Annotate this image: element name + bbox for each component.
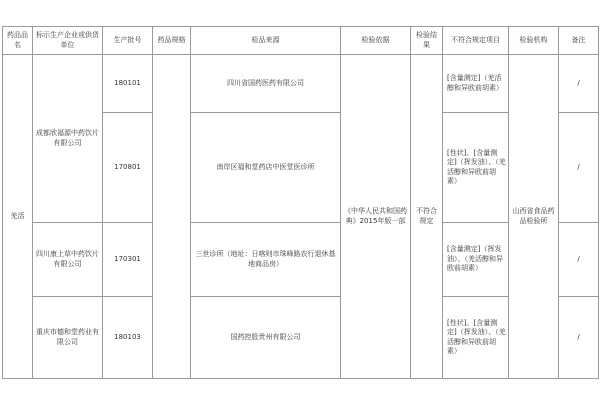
noncompliant-cell: [性状]、[含量测定]（挥发油）、（羌活醇和异欧前胡素） bbox=[443, 297, 509, 379]
col-header-institution: 检验机构 bbox=[509, 27, 559, 55]
remark-cell: / bbox=[559, 55, 599, 113]
col-header-remark: 备注 bbox=[559, 27, 599, 55]
noncompliant-cell: [性状]、[含量测定]（挥发油）、（羌活醇和异欧前胡素） bbox=[443, 113, 509, 223]
col-header-source: 检品来源 bbox=[191, 27, 341, 55]
supplier-cell: 四川康上草中药饮片有限公司 bbox=[33, 223, 103, 297]
col-header-noncompliant: 不符合规定项目 bbox=[443, 27, 509, 55]
source-cell: 四川省国药医药有限公司 bbox=[191, 55, 341, 113]
supplier-cell: 成都欣福源中药饮片有限公司 bbox=[33, 55, 103, 223]
batch-cell: 170801 bbox=[103, 113, 153, 223]
spec-cell bbox=[153, 55, 191, 379]
product-name-cell: 羌活 bbox=[3, 55, 33, 379]
institution-cell: 山西省食品药品检验所 bbox=[509, 55, 559, 379]
source-cell: 三世诊所（地址：日喀则市珠峰路农行退休基地商品房） bbox=[191, 223, 341, 297]
batch-cell: 180101 bbox=[103, 55, 153, 113]
batch-cell: 170301 bbox=[103, 223, 153, 297]
col-header-product-name: 药品品名 bbox=[3, 27, 33, 55]
remark-cell: / bbox=[559, 297, 599, 379]
col-header-manufacturer: 标示生产企业或供货单位 bbox=[33, 27, 103, 55]
supplier-cell: 重庆市德和堂药业有限公司 bbox=[33, 297, 103, 379]
remark-cell: / bbox=[559, 113, 599, 223]
inspection-table bbox=[2, 26, 599, 379]
col-header-result: 检验结果 bbox=[411, 27, 443, 55]
col-header-batch: 生产批号 bbox=[103, 27, 153, 55]
remark-cell: / bbox=[559, 223, 599, 297]
source-cell: 南岸区福和堂药店中医堂医诊所 bbox=[191, 113, 341, 223]
batch-cell: 180103 bbox=[103, 297, 153, 379]
col-header-spec: 药品规格 bbox=[153, 27, 191, 55]
header-row bbox=[3, 27, 599, 55]
noncompliant-cell: [含量测定]（挥发油）、（羌活醇和异欧前胡素） bbox=[443, 223, 509, 297]
noncompliant-cell: [含量测定]（羌活醇和异欧前胡素） bbox=[443, 55, 509, 113]
basis-cell: 《中华人民共和国药典》2015年版一部 bbox=[341, 55, 411, 379]
source-cell: 国药控股贵州有限公司 bbox=[191, 297, 341, 379]
table-row bbox=[3, 55, 599, 113]
result-cell: 不符合规定 bbox=[411, 55, 443, 379]
col-header-basis: 检验依据 bbox=[341, 27, 411, 55]
